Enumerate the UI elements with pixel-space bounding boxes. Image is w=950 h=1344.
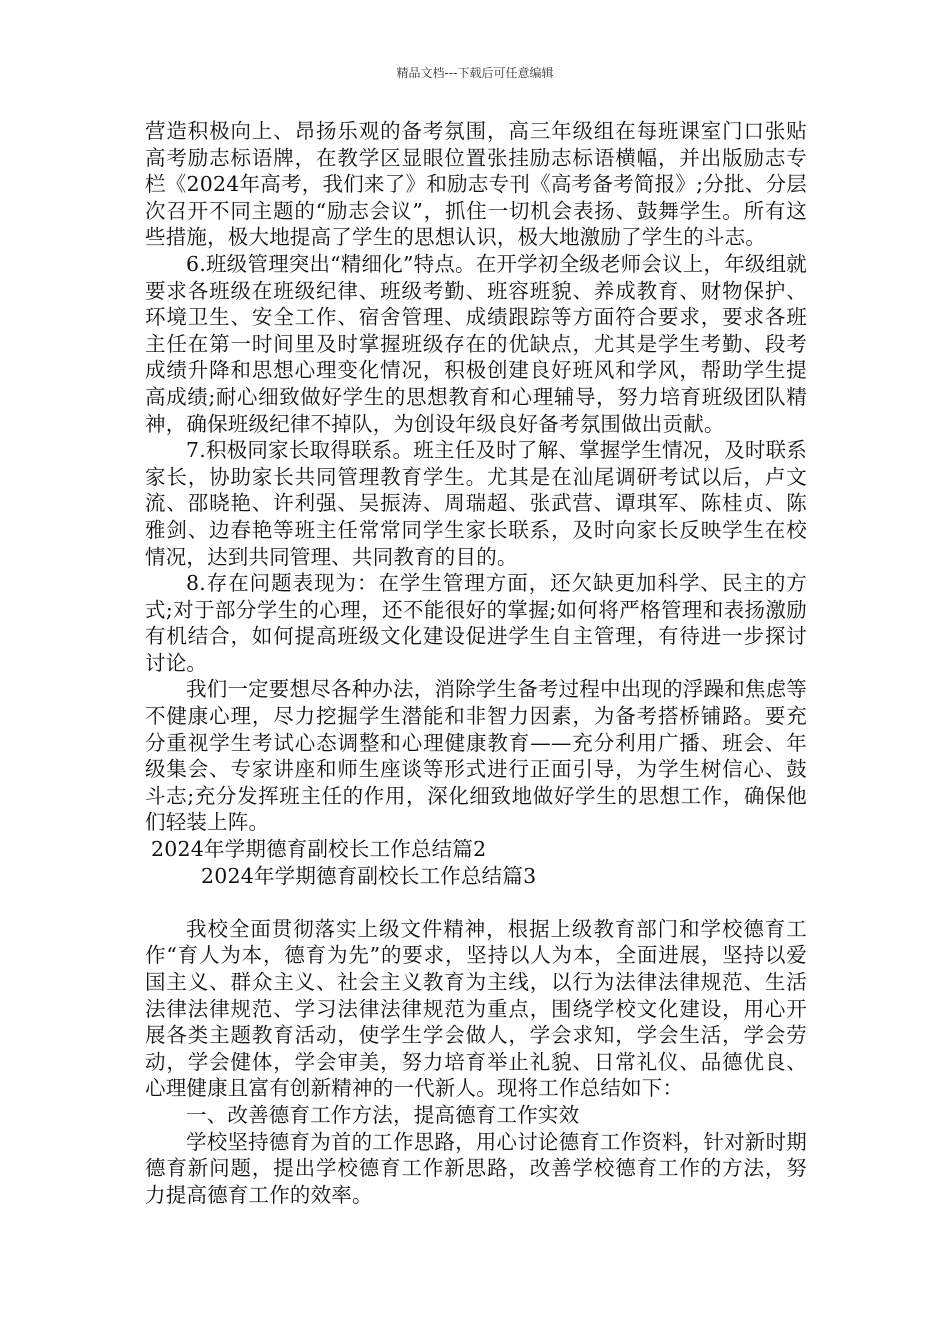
- article-title-2: 2024年学期德育副校长工作总结篇2: [151, 837, 487, 862]
- paragraph-method: 学校坚持德育为首的工作思路，用心讨论德育工作资料，针对新时期德育新问题，提出学校德育工作新思路，改善学校德育工作的方法，努力提高德育工作的效率。: [145, 1129, 807, 1207]
- article-title-3: 2024年学期德育副校长工作总结篇3: [201, 863, 537, 888]
- paragraph-class-management: 6.班级管理突出“精细化”特点。在开学初全级老师会议上，年级组就要求各班级在班级纪律、班级考勤、班容班貌、养成教育、财物保护、环境卫生、安全工作、宿舍管理、成绩跟踪等方面符合要求，要求各班主任在第一时间里及时掌握班级存在的优缺点，尤其是学生考勤、段考成绩升降和思想心理变化情况，积极创建良好班风和学风，帮助学生提高成绩;耐心细致做好学生的思想教育和心理辅导，努力培育班级团队精神，确保班级纪律不掉队，为创设年级良好备考氛围做出贡献。: [145, 251, 807, 436]
- blank-line: [145, 889, 807, 916]
- section-heading-1: 一、改善德育工作方法，提高德育工作实效: [186, 1102, 580, 1127]
- paragraph-problems: 8.存在问题表现为：在学生管理方面，还欠缺更加科学、民主的方式;对于部分学生的心理，还不能很好的掌握;如何将严格管理和表扬激励有机结合，如何提高班级文化建设促进学生自主管理，有待进一步探讨讨论。: [145, 571, 807, 675]
- paragraph-intro: 我校全面贯彻落实上级文件精神，根据上级教育部门和学校德育工作“育人为本，德育为先”的要求，坚持以人为本，全面进展，坚持以爱国主义、群众主义、社会主义教育为主线，以行为法律法律规范、生活法律法律规范、学习法律法律规范为重点，围绕学校文化建设，用心开展各类主题教育活动，使学生学会做人，学会求知，学会生活，学会劳动，学会健体，学会审美，努力培育举止礼貌、日常礼仪、品德优良、心理健康且富有创新精神的一代新人。现将工作总结如下：: [145, 916, 807, 1101]
- document-body: [145, 118, 807, 1208]
- paragraph-parent-contact: 7.积极同家长取得联系。班主任及时了解、掌握学生情况，及时联系家长，协助家长共同管理教育学生。尤其是在汕尾调研考试以后，卢文流、邵晓艳、许利强、吴振涛、周瑞超、张武营、谭琪军、陈桂贞、陈雅剑、边春艳等班主任常常同学生家长联系，及时向家长反映学生在校情况，达到共同管理、共同教育的目的。: [145, 438, 807, 569]
- paragraph-motivation: 营造积极向上、昂扬乐观的备考氛围，高三年级组在每班课室门口张贴高考励志标语牌，在教学区显眼位置张挂励志标语横幅，并出版励志专栏《2024年高考，我们来了》和励志专刊《高考备考简报》;分批、分层次召开不同主题的“励志会议”，抓住一切机会表扬、鼓舞学生。所有这些措施，极大地提高了学生的思想认识，极大地激励了学生的斗志。: [145, 119, 807, 250]
- paragraph-measures: 我们一定要想尽各种办法，消除学生备考过程中出现的浮躁和焦虑等不健康心理，尽力挖掘学生潜能和非智力因素，为备考搭桥铺路。要充分重视学生考试心态调整和心理健康教育——充分利用广播、班会、年级集会、专家讲座和师生座谈等形式进行正面引导，为学生树信心、鼓斗志;充分发挥班主任的作用，深化细致地做好学生的思想工作，确保他们轻装上阵。: [145, 677, 807, 835]
- page-header: 精品文档---下载后可任意编辑: [396, 66, 554, 80]
